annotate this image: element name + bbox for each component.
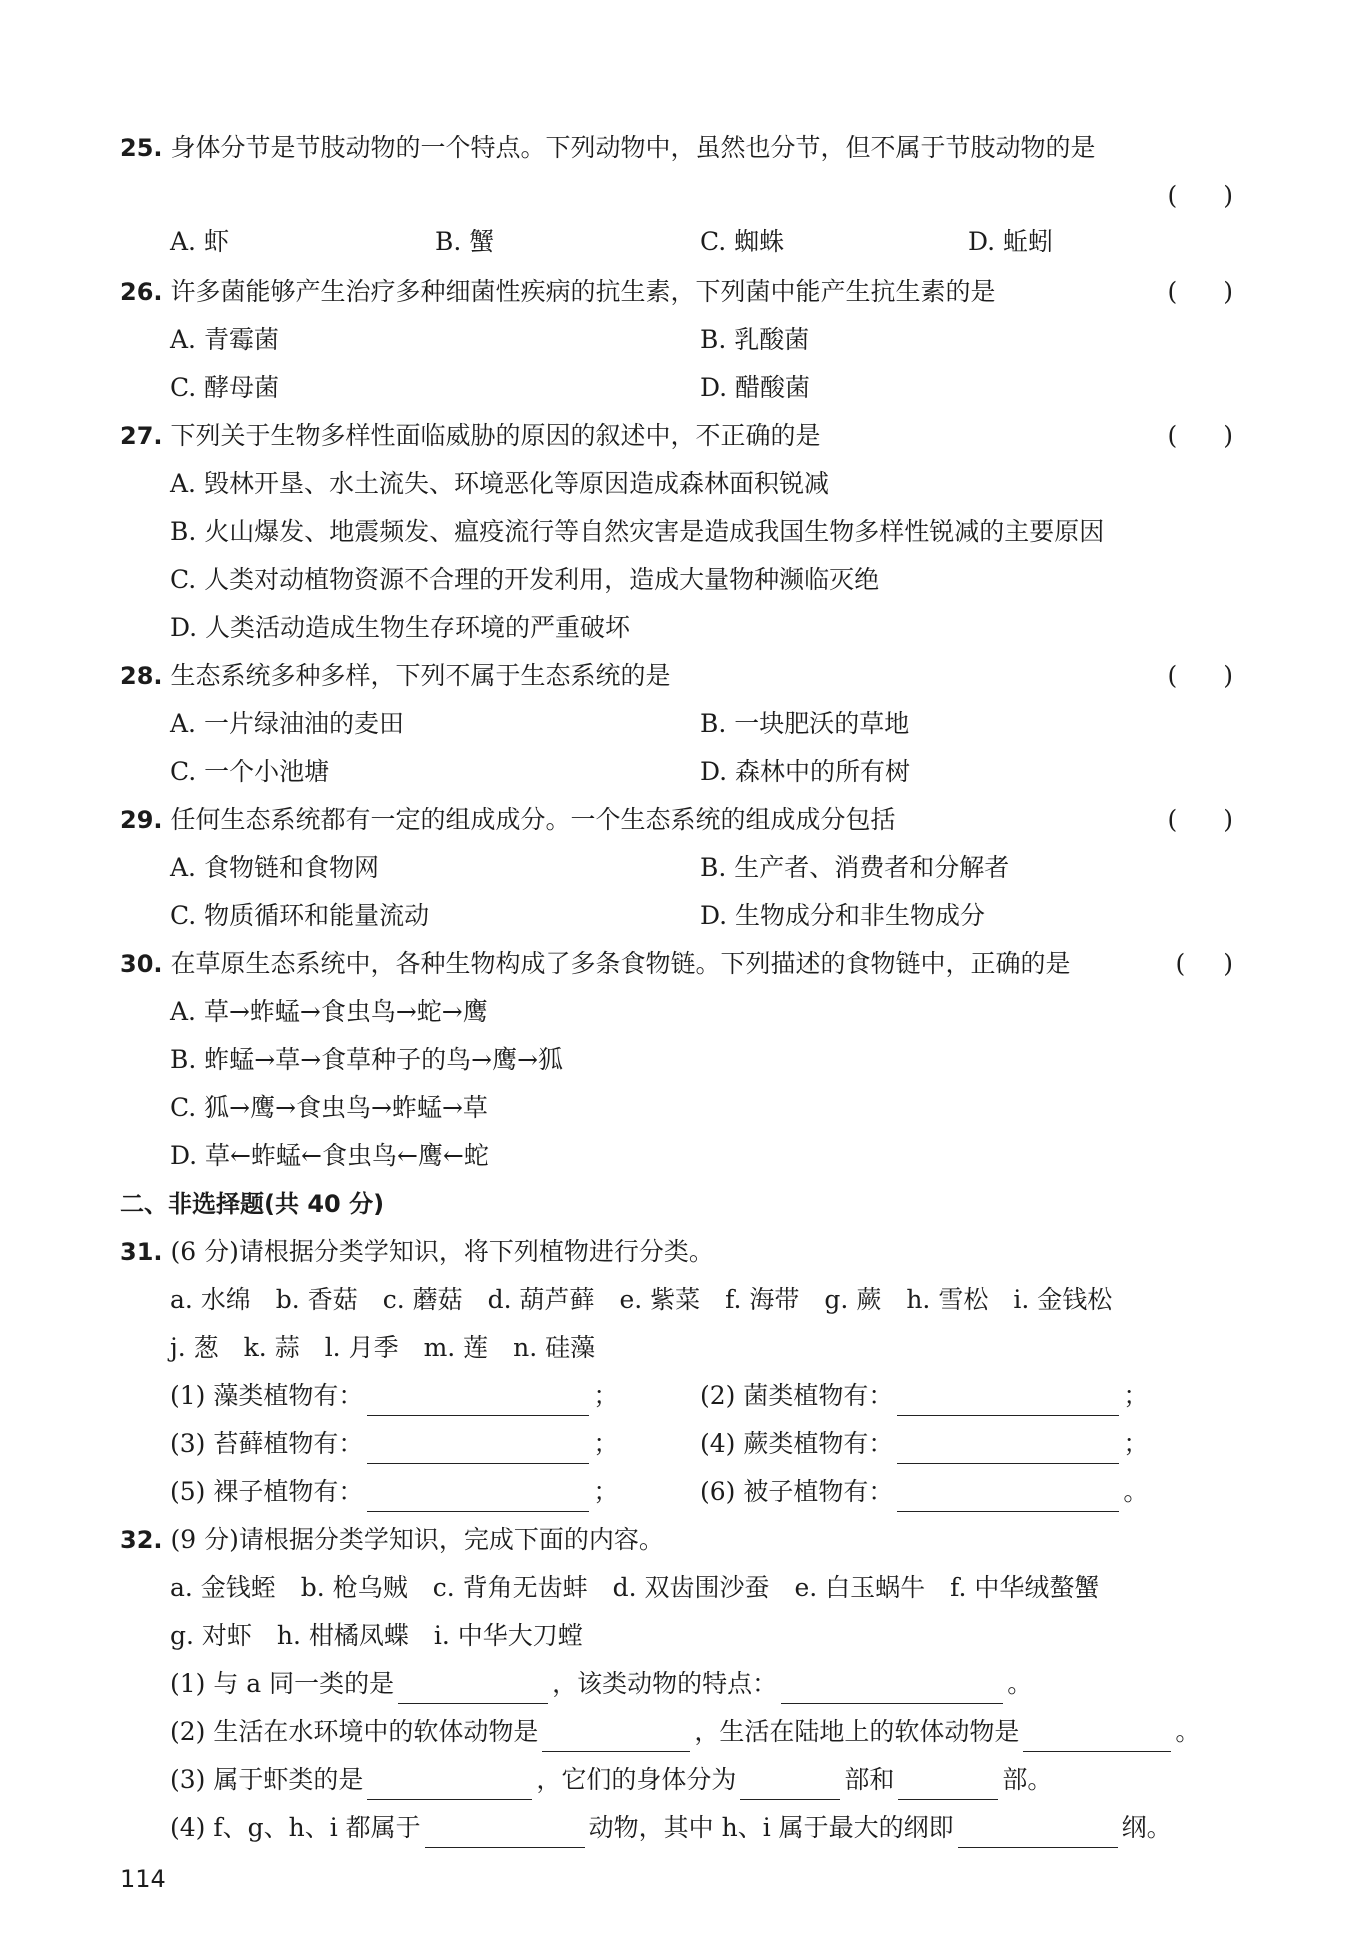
question-text: (9 分)请根据分类学知识，完成下面的内容。 <box>170 1525 664 1554</box>
q31-item-2: (2) 菌类植物有： ； <box>700 1376 1148 1416</box>
answer-blank[interactable]: ( ) <box>1167 277 1235 306</box>
answer-blank[interactable]: ( ) <box>1175 949 1235 978</box>
question-26 <box>120 272 1235 312</box>
option-b[interactable]: B. 乳酸菌 <box>700 325 810 354</box>
option-d[interactable]: D. 人类活动造成生物生存环境的严重破坏 <box>170 613 631 642</box>
q32-item-3: (3) 属于虾类的是 ，它们的身体分为 部和 部。 <box>120 1760 1235 1800</box>
option-b[interactable]: B. 生产者、消费者和分解者 <box>700 853 1010 882</box>
question-number: 28. <box>120 662 163 690</box>
answer-line[interactable] <box>897 1481 1119 1512</box>
q31-item-4: (4) 蕨类植物有： ； <box>700 1424 1148 1464</box>
option-30-d <box>120 1136 1235 1176</box>
question-number: 31. <box>120 1238 163 1266</box>
option-a[interactable]: A. 青霉菌 <box>170 325 279 354</box>
answer-line[interactable] <box>367 1385 589 1416</box>
answer-line[interactable] <box>367 1433 589 1464</box>
option-a[interactable]: A. 草→蚱蜢→食虫鸟→蛇→鹰 <box>170 997 488 1026</box>
question-27 <box>120 416 1235 456</box>
q31-row3 <box>120 1472 1235 1512</box>
options-28-row1 <box>120 704 1235 744</box>
option-d[interactable]: D. 醋酸菌 <box>700 373 811 402</box>
option-c[interactable]: C. 狐→鹰→食虫鸟→蚱蜢→草 <box>170 1093 488 1122</box>
question-25 <box>120 128 1235 168</box>
answer-line[interactable] <box>740 1769 840 1800</box>
question-text: 许多菌能够产生治疗多种细菌性疾病的抗生素，下列菌中能产生抗生素的是 <box>170 277 996 306</box>
page-number: 114 <box>120 1865 166 1893</box>
answer-blank[interactable]: ( ) <box>1167 421 1235 450</box>
plant-list-1: a. 水绵 b. 香菇 c. 蘑菇 d. 葫芦藓 e. 紫菜 f. 海带 g. 蕨 h. 雪松 i. 金钱松 <box>170 1285 1113 1314</box>
question-number: 32. <box>120 1526 163 1554</box>
options-29-row2 <box>120 896 1235 936</box>
question-31 <box>120 1232 1235 1272</box>
option-d[interactable]: D. 蚯蚓 <box>968 227 1054 256</box>
answer-line[interactable] <box>398 1673 548 1704</box>
option-27-b <box>120 512 1235 552</box>
answer-paren-25 <box>120 176 1235 216</box>
animal-list-1: a. 金钱蛭 b. 枪乌贼 c. 背角无齿蚌 d. 双齿围沙蚕 e. 白玉蜗牛 f. 中华绒螯蟹 <box>170 1573 1100 1602</box>
question-number: 30. <box>120 950 163 978</box>
question-text: 任何生态系统都有一定的组成成分。一个生态系统的组成成分包括 <box>170 805 896 834</box>
option-30-c <box>120 1088 1235 1128</box>
question-30 <box>120 944 1235 984</box>
options-28-row2 <box>120 752 1235 792</box>
q31-item-5: (5) 裸子植物有： ； <box>170 1472 618 1512</box>
answer-blank[interactable]: ( ) <box>1167 181 1235 210</box>
answer-blank[interactable]: ( ) <box>1167 805 1235 834</box>
option-27-a <box>120 464 1235 504</box>
option-a[interactable]: A. 食物链和食物网 <box>170 853 379 882</box>
answer-line[interactable] <box>898 1769 998 1800</box>
option-c[interactable]: C. 蜘蛛 <box>700 227 785 256</box>
option-c[interactable]: C. 物质循环和能量流动 <box>170 901 430 930</box>
question-29 <box>120 800 1235 840</box>
answer-line[interactable] <box>367 1481 589 1512</box>
option-d[interactable]: D. 草←蚱蜢←食虫鸟←鹰←蛇 <box>170 1141 489 1170</box>
question-28 <box>120 656 1235 696</box>
option-b[interactable]: B. 一块肥沃的草地 <box>700 709 910 738</box>
question-number: 25. <box>120 134 163 162</box>
question-text: 下列关于生物多样性面临威胁的原因的叙述中，不正确的是 <box>170 421 821 450</box>
option-27-c <box>120 560 1235 600</box>
option-a[interactable]: A. 毁林开垦、水土流失、环境恶化等原因造成森林面积锐减 <box>170 469 829 498</box>
option-27-d <box>120 608 1235 648</box>
question-text: 身体分节是节肢动物的一个特点。下列动物中，虽然也分节，但不属于节肢动物的是 <box>170 133 1096 162</box>
option-c[interactable]: C. 一个小池塘 <box>170 757 330 786</box>
question-number: 27. <box>120 422 163 450</box>
option-b[interactable]: B. 蚱蜢→草→食草种子的鸟→鹰→狐 <box>170 1045 564 1074</box>
q31-item-3: (3) 苔藓植物有： ； <box>170 1424 618 1464</box>
q32-item-4: (4) f、g、h、i 都属于 动物，其中 h、i 属于最大的纲即 纲。 <box>120 1808 1235 1848</box>
question-number: 29. <box>120 806 163 834</box>
answer-line[interactable] <box>897 1433 1119 1464</box>
question-number: 26. <box>120 278 163 306</box>
answer-line[interactable] <box>367 1769 532 1800</box>
answer-line[interactable] <box>542 1721 690 1752</box>
q31-row2 <box>120 1424 1235 1464</box>
q32-item-2: (2) 生活在水环境中的软体动物是 ，生活在陆地上的软体动物是 。 <box>120 1712 1235 1752</box>
question-text: 生态系统多种多样，下列不属于生态系统的是 <box>170 661 671 690</box>
option-d[interactable]: D. 森林中的所有树 <box>700 757 911 786</box>
option-b[interactable]: B. 火山爆发、地震频发、瘟疫流行等自然灾害是造成我国生物多样性锐减的主要原因 <box>170 517 1105 546</box>
option-30-b <box>120 1040 1235 1080</box>
options-29-row1 <box>120 848 1235 888</box>
option-30-a <box>120 992 1235 1032</box>
option-a[interactable]: A. 虾 <box>170 227 229 256</box>
options-25 <box>120 222 1235 262</box>
answer-line[interactable] <box>425 1817 585 1848</box>
option-a[interactable]: A. 一片绿油油的麦田 <box>170 709 404 738</box>
answer-line[interactable] <box>781 1673 1003 1704</box>
q32-item-1: (1) 与 a 同一类的是 ，该类动物的特点： 。 <box>120 1664 1235 1704</box>
options-26-row2 <box>120 368 1235 408</box>
q31-row1 <box>120 1376 1235 1416</box>
plant-list-2: j. 葱 k. 蒜 l. 月季 m. 莲 n. 硅藻 <box>170 1333 596 1362</box>
question-text: (6 分)请根据分类学知识，将下列植物进行分类。 <box>170 1237 714 1266</box>
q31-item-6: (6) 被子植物有： 。 <box>700 1472 1148 1512</box>
option-b[interactable]: B. 蟹 <box>435 227 495 256</box>
question-text: 在草原生态系统中，各种生物构成了多条食物链。下列描述的食物链中，正确的是 <box>170 949 1071 978</box>
option-c[interactable]: C. 人类对动植物资源不合理的开发利用，造成大量物种濒临灭绝 <box>170 565 880 594</box>
question-32 <box>120 1520 1235 1560</box>
answer-blank[interactable]: ( ) <box>1167 661 1235 690</box>
q31-item-1: (1) 藻类植物有： ； <box>170 1376 618 1416</box>
section-heading: 二、非选择题(共 40 分) <box>120 1190 385 1218</box>
option-d[interactable]: D. 生物成分和非生物成分 <box>700 901 986 930</box>
answer-line[interactable] <box>1023 1721 1171 1752</box>
answer-line[interactable] <box>958 1817 1118 1848</box>
options-26-row1 <box>120 320 1235 360</box>
answer-line[interactable] <box>897 1385 1119 1416</box>
animal-list-2: g. 对虾 h. 柑橘凤蝶 i. 中华大刀螳 <box>170 1621 583 1650</box>
option-c[interactable]: C. 酵母菌 <box>170 373 280 402</box>
